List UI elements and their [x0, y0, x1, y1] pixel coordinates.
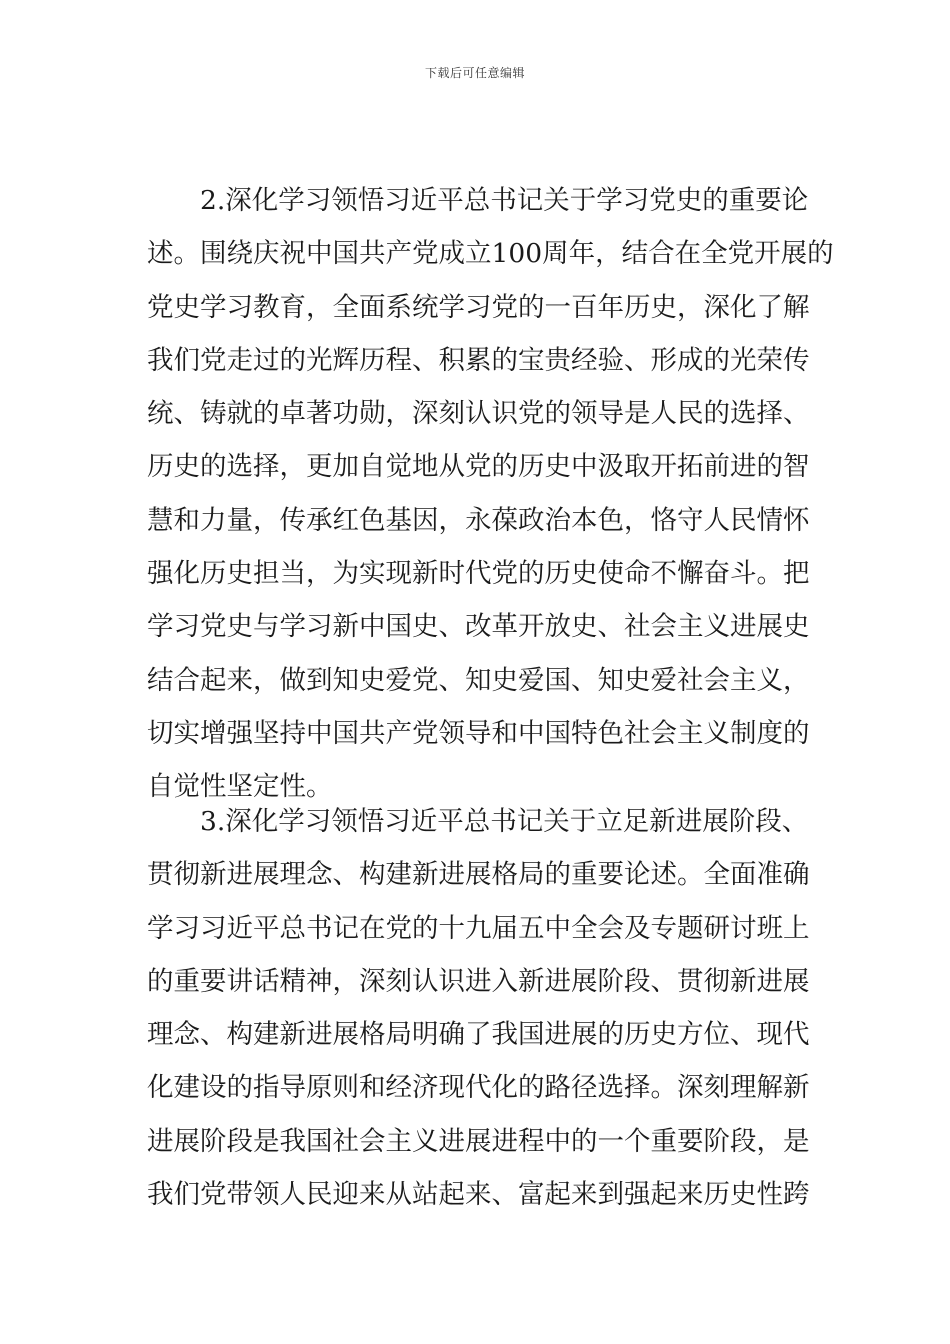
- paragraph-line: 自觉性坚定性。: [147, 771, 333, 803]
- paragraph-line: 贯彻新进展理念、构建新进展格局的重要论述。全面准确: [147, 859, 810, 891]
- paragraph-line: 学习习近平总书记在党的十九届五中全会及专题研讨班上: [147, 912, 810, 944]
- paragraph-line: 述。围绕庆祝中国共产党成立100周年，结合在全党开展的: [147, 238, 834, 270]
- paragraph-line: 慧和力量，传承红色基因，永葆政治本色，恪守人民情怀: [147, 504, 810, 536]
- paragraph-line: 的重要讲话精神，深刻认识进入新进展阶段、贯彻新进展: [147, 965, 810, 997]
- page-header-note: 下载后可任意编辑: [424, 66, 525, 80]
- paragraph-line: 切实增强坚持中国共产党领导和中国特色社会主义制度的: [147, 717, 810, 749]
- paragraph-line: 进展阶段是我国社会主义进展进程中的一个重要阶段，是: [147, 1125, 810, 1157]
- paragraph-line: 2.深化学习领悟习近平总书记关于学习党史的重要论: [200, 185, 809, 216]
- paragraph-line: 强化历史担当，为实现新时代党的历史使命不懈奋斗。把: [147, 558, 810, 590]
- paragraph-line: 党史学习教育，全面系统学习党的一百年历史，深化了解: [147, 291, 810, 323]
- paragraph-line: 我们党走过的光辉历程、积累的宝贵经验、形成的光荣传: [147, 344, 810, 376]
- paragraph-2: [147, 174, 834, 814]
- paragraph-line: 我们党带领人民迎来从站起来、富起来到强起来历史性跨: [147, 1179, 810, 1211]
- paragraph-line: 结合起来，做到知史爱党、知史爱国、知史爱社会主义，: [147, 664, 810, 696]
- paragraph-line: 3.深化学习领悟习近平总书记关于立足新进展阶段、: [200, 806, 809, 837]
- paragraph-line: 学习党史与学习新中国史、改革开放史、社会主义进展史: [147, 611, 810, 643]
- paragraph-line: 理念、构建新进展格局明确了我国进展的历史方位、现代: [147, 1019, 810, 1051]
- paragraph-3: [147, 795, 810, 1221]
- paragraph-line: 统、铸就的卓著功勋，深刻认识党的领导是人民的选择、: [147, 398, 810, 430]
- paragraph-line: 历史的选择，更加自觉地从党的历史中汲取开拓前进的智: [147, 451, 810, 483]
- paragraph-line: 化建设的指导原则和经济现代化的路径选择。深刻理解新: [147, 1072, 810, 1104]
